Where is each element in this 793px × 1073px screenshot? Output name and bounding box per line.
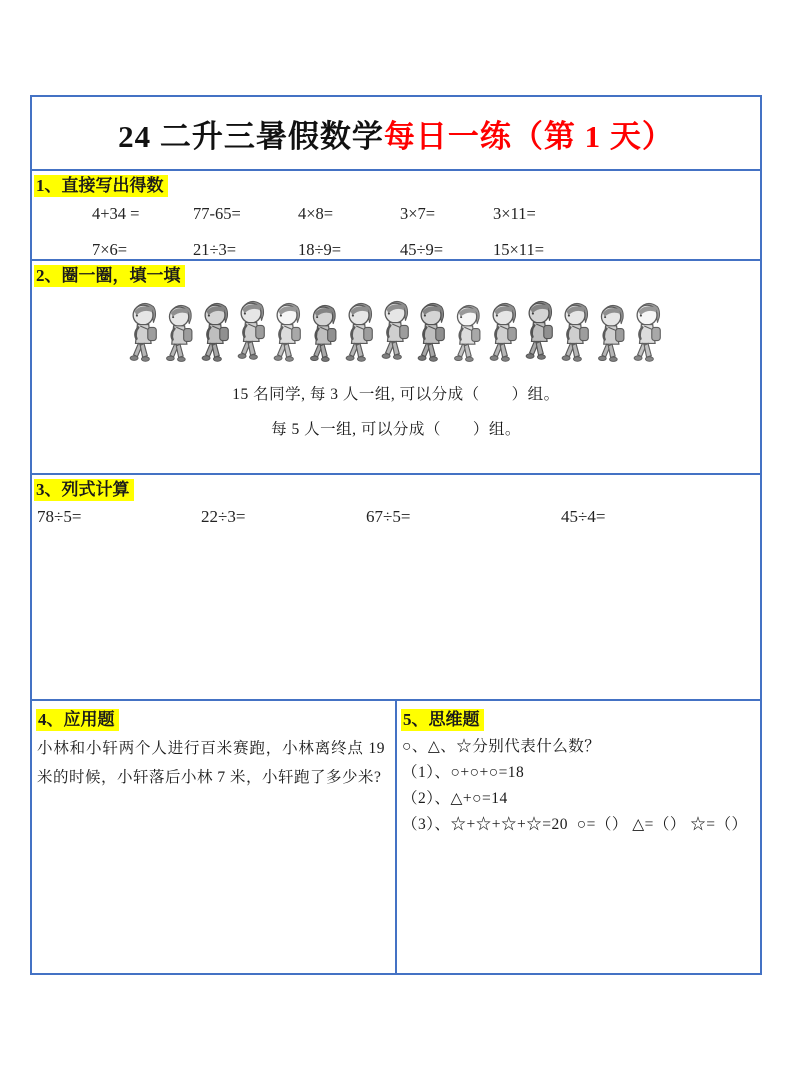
math-problem: 3×11= [493, 204, 536, 223]
math-problem: 77-65= [193, 204, 241, 223]
walking-student-icon [487, 299, 521, 369]
section-4-header-label: 4、应用题 [36, 709, 119, 731]
page-title [118, 111, 674, 156]
section-5-thinking-problem [397, 701, 760, 973]
walking-student-icon [199, 299, 233, 369]
walking-student-icon [559, 299, 593, 369]
walking-student-icon [379, 297, 413, 367]
section-4-word-problem [32, 701, 397, 973]
section-2-header [32, 261, 760, 287]
math-problem: 45÷4= [561, 507, 606, 526]
math-problem: 4×8= [298, 204, 334, 223]
walking-student-icon [523, 297, 557, 367]
section-2-circle-and-fill [32, 259, 760, 473]
section-4-header [34, 705, 389, 731]
section-3-header-label: 3、列式计算 [34, 479, 134, 501]
section-3-column-calculation [32, 473, 760, 699]
section-5-header [399, 705, 754, 731]
worksheet-table [30, 95, 762, 975]
section-4-5-row [32, 699, 760, 973]
section-5-header-label: 5、思维题 [401, 709, 484, 731]
section-1-header [32, 171, 760, 197]
walking-student-icon [271, 299, 305, 369]
math-problem: 67÷5= [366, 507, 411, 526]
math-problem: 45÷9= [400, 240, 444, 259]
section-3-header [32, 475, 760, 501]
math-problem: 78÷5= [37, 507, 82, 526]
math-problem: 3×7= [400, 204, 436, 223]
section-5-equation-3: （3）、☆+☆+☆+☆=20 ○=（） △=（） ☆=（） [402, 816, 748, 833]
walking-student-icon [415, 299, 449, 369]
walking-student-icon [343, 299, 377, 369]
math-problem: 21÷3= [193, 240, 237, 259]
math-problem: 15×11= [493, 240, 544, 259]
walking-student-icon [596, 301, 629, 369]
title-text-red: 每日一练（第 1 天） [383, 118, 674, 154]
section-5-equation-2: （2）、△+○=14 [402, 790, 508, 807]
walking-student-icon [308, 301, 341, 369]
title-row [32, 97, 760, 169]
fill-blank-line-1: 15 名同学, 每 3 人一组, 可以分成（ ）组。 [232, 386, 560, 403]
section-1-direct-calculation [32, 169, 760, 259]
walking-student-icon [127, 299, 161, 369]
math-problem: 22÷3= [201, 507, 246, 526]
section-5-intro: ○、△、☆分别代表什么数？ [402, 738, 601, 755]
section-1-problem-row-2 [32, 240, 760, 260]
math-problem: 18÷9= [298, 240, 342, 259]
section-3-problem-row [32, 507, 760, 527]
section-2-header-label: 2、圈一圈，填一填 [34, 265, 185, 287]
math-problem: 4+34 = [92, 204, 140, 223]
section-5-equation-1: （1）、○+○+○=18 [402, 764, 525, 781]
fill-blank-line-2: 每 5 人一组, 可以分成（ ）组。 [271, 421, 521, 438]
math-problem: 7×6= [92, 240, 128, 259]
walking-student-icon [164, 301, 197, 369]
walking-student-icon [631, 299, 665, 369]
walking-student-icon [452, 301, 485, 369]
section-1-header-label: 1、直接写出得数 [34, 175, 168, 197]
walking-student-icon [235, 297, 269, 367]
section-4-problem-text: 小林和小轩两个人进行百米赛跑，小林离终点 19 米的时候，小轩落后小林 7 米，小轩跑了多少米? [37, 740, 385, 786]
children-illustration [32, 297, 760, 369]
section-1-problem-row-1 [32, 204, 760, 224]
title-text-black: 24 二升三暑假数学 [118, 118, 384, 154]
